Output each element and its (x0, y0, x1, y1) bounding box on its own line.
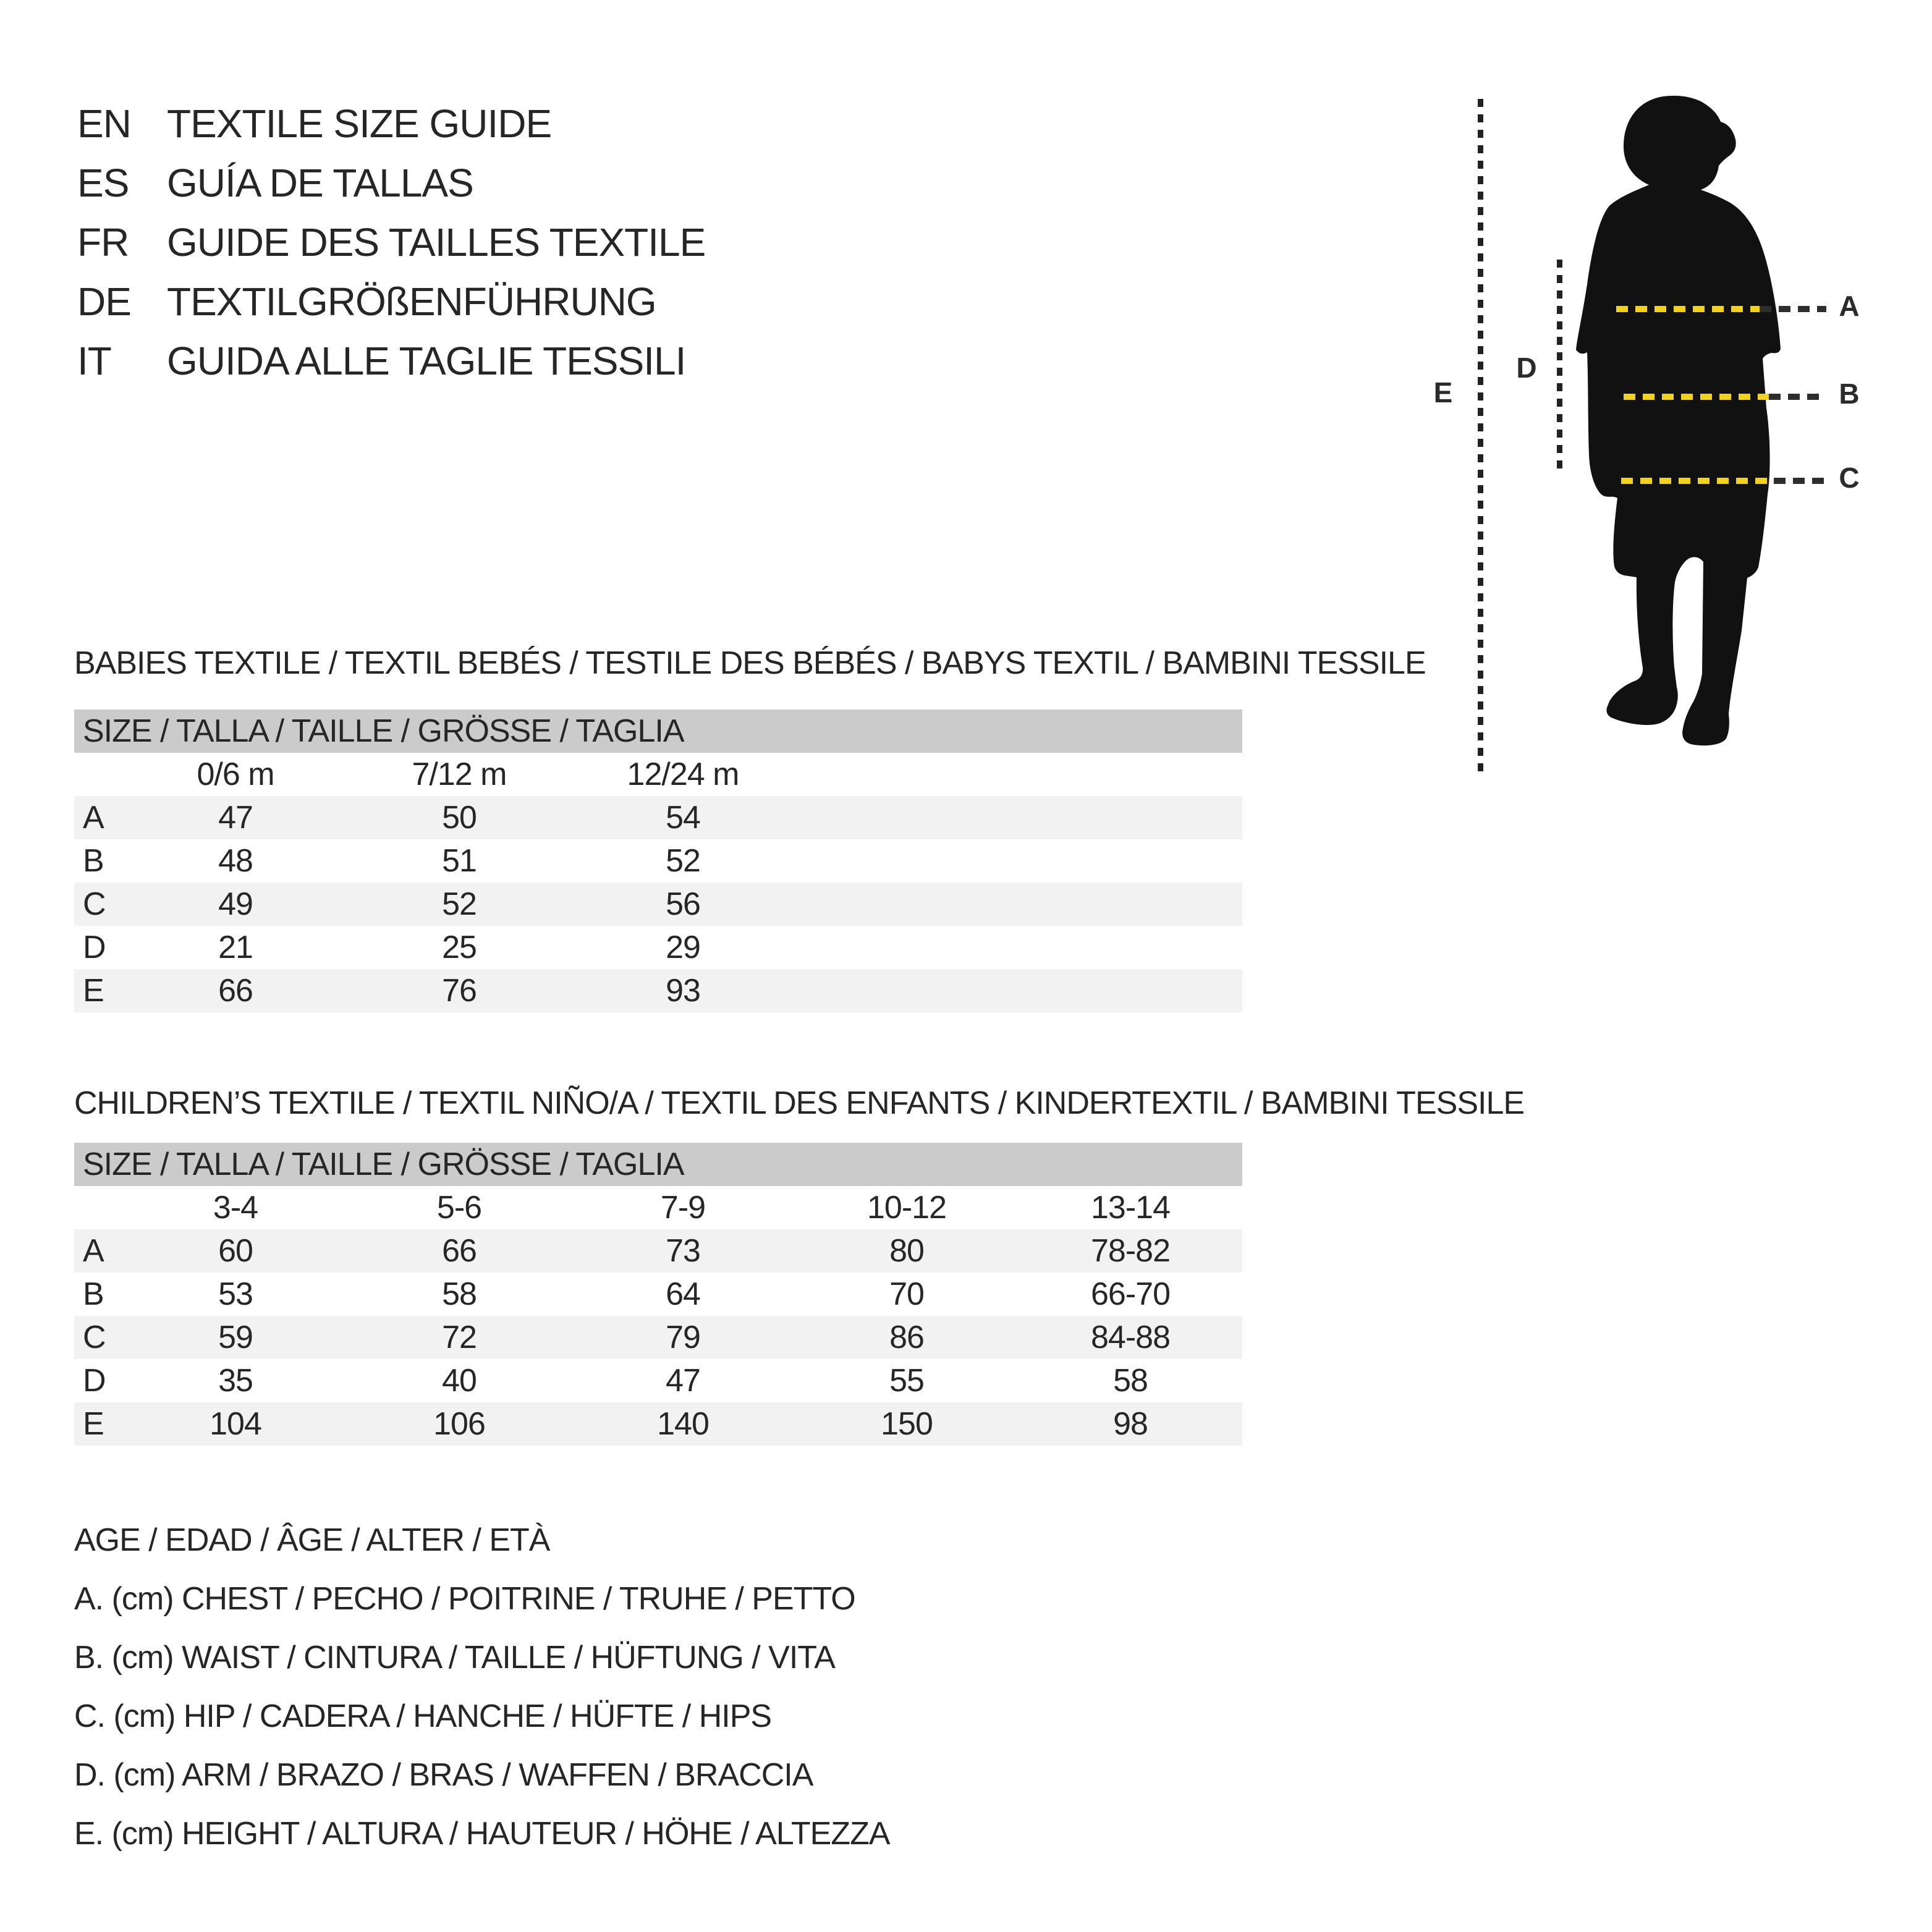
language-code: FR (77, 220, 129, 265)
measurement-legend (74, 1510, 890, 1863)
column-header: 0/6 m (197, 756, 274, 792)
children-section-title: CHILDREN’S TEXTILE / TEXTIL NIÑO/A / TEXTIL DES ENFANTS / KINDERTEXTIL / BAMBINI TESSILE (74, 1085, 1525, 1121)
row-label: B (83, 1276, 104, 1312)
table-cell: 104 (210, 1406, 261, 1442)
column-header: 3-4 (213, 1190, 258, 1226)
table-cell: 73 (666, 1233, 700, 1269)
babies-column-header-row (74, 753, 1242, 796)
table-cell: 98 (1113, 1406, 1148, 1442)
legend-line-chest: A. (cm) CHEST / PECHO / POITRINE / TRUHE / PETTO (74, 1580, 855, 1617)
row-label: E (83, 973, 104, 1009)
table-cell: 66 (218, 973, 253, 1009)
row-label: E (83, 1406, 104, 1442)
measure-label-a: A (1839, 290, 1860, 322)
children-column-header-row (74, 1186, 1242, 1229)
language-code: ES (77, 161, 129, 205)
language-header (77, 94, 705, 391)
row-label: C (83, 886, 106, 922)
table-row (74, 969, 1242, 1012)
babies-section-title: BABIES TEXTILE / TEXTIL BEBÉS / TESTILE DES BÉBÉS / BABYS TEXTIL / BAMBINI TESSILE (74, 645, 1426, 681)
table-cell: 47 (218, 800, 253, 836)
table-cell: 84-88 (1091, 1320, 1170, 1355)
legend-line-hip: C. (cm) HIP / CADERA / HANCHE / HÜFTE / HIPS (74, 1698, 772, 1734)
hip-measure-line-extension (1774, 478, 1828, 484)
measurement-diagram (1415, 87, 1932, 803)
row-label: C (83, 1320, 106, 1355)
row-label: B (83, 843, 104, 879)
table-cell: 72 (442, 1320, 477, 1355)
language-row (77, 331, 705, 391)
row-label: D (83, 1363, 106, 1399)
table-cell: 53 (218, 1276, 253, 1312)
table-cell: 29 (666, 930, 700, 965)
table-cell: 55 (889, 1363, 924, 1399)
language-row (77, 272, 705, 331)
children-size-table (74, 1143, 1242, 1446)
table-cell: 58 (1113, 1363, 1148, 1399)
height-measure-line (1478, 99, 1483, 776)
table-cell: 150 (881, 1406, 933, 1442)
table-cell: 48 (218, 843, 253, 879)
page-title: GUÍA DE TALLAS (167, 161, 473, 205)
table-cell: 140 (657, 1406, 709, 1442)
table-cell: 52 (442, 886, 477, 922)
table-cell: 51 (442, 843, 477, 879)
table-cell: 40 (442, 1363, 477, 1399)
legend-line-age: AGE / EDAD / ÂGE / ALTER / ETÀ (74, 1522, 550, 1558)
table-cell: 50 (442, 800, 477, 836)
table-cell: 54 (666, 800, 700, 836)
table-row (74, 839, 1242, 883)
table-cell: 59 (218, 1320, 253, 1355)
table-cell: 60 (218, 1233, 253, 1269)
row-label: A (83, 800, 104, 836)
table-cell: 70 (889, 1276, 924, 1312)
table-cell: 93 (666, 973, 700, 1009)
page-title: TEXTILGRÖßENFÜHRUNG (167, 279, 656, 324)
column-header: 7-9 (660, 1190, 706, 1226)
table-row (74, 1229, 1242, 1273)
page-title: GUIDA ALLE TAGLIE TESSILI (167, 339, 686, 383)
babies-size-table (74, 710, 1242, 1012)
table-row (74, 796, 1242, 839)
row-label: D (83, 930, 106, 965)
table-row (74, 926, 1242, 969)
page-title: GUIDE DES TAILLES TEXTILE (167, 220, 706, 265)
child-silhouette (1545, 87, 1829, 797)
chest-measure-line-extension (1760, 306, 1826, 312)
measure-label-c: C (1839, 462, 1860, 494)
table-cell: 80 (889, 1233, 924, 1269)
table-cell: 64 (666, 1276, 700, 1312)
table-cell: 56 (666, 886, 700, 922)
table-row (74, 1273, 1242, 1316)
column-header: 10-12 (867, 1190, 946, 1226)
table-row (74, 883, 1242, 926)
waist-measure-line-extension (1769, 394, 1826, 400)
language-row (77, 213, 705, 272)
table-cell: 86 (889, 1320, 924, 1355)
measure-label-b: B (1839, 378, 1860, 410)
table-cell: 106 (433, 1406, 485, 1442)
column-header: 13-14 (1091, 1190, 1170, 1226)
language-row (77, 153, 705, 213)
babies-size-header-bar: SIZE / TALLA / TAILLE / GRÖSSE / TAGLIA (74, 710, 1242, 753)
table-row (74, 1316, 1242, 1359)
column-header: 12/24 m (627, 756, 739, 792)
table-cell: 35 (218, 1363, 253, 1399)
measure-label-d: D (1516, 352, 1537, 384)
row-label: A (83, 1233, 104, 1269)
table-cell: 47 (666, 1363, 700, 1399)
legend-line-arm: D. (cm) ARM / BRAZO / BRAS / WAFFEN / BRACCIA (74, 1756, 813, 1793)
language-row (77, 94, 705, 153)
table-cell: 49 (218, 886, 253, 922)
hip-measure-line (1621, 478, 1774, 484)
page-title: TEXTILE SIZE GUIDE (167, 101, 552, 146)
chest-measure-line (1616, 306, 1760, 312)
table-cell: 25 (442, 930, 477, 965)
waist-measure-line (1624, 394, 1769, 400)
table-cell: 79 (666, 1320, 700, 1355)
table-row (74, 1359, 1242, 1402)
table-cell: 21 (218, 930, 253, 965)
column-header: 5-6 (436, 1190, 482, 1226)
language-code: IT (77, 339, 111, 383)
children-size-header-bar: SIZE / TALLA / TAILLE / GRÖSSE / TAGLIA (74, 1143, 1242, 1186)
legend-line-height: E. (cm) HEIGHT / ALTURA / HAUTEUR / HÖHE / ALTEZZA (74, 1815, 890, 1852)
table-cell: 52 (666, 843, 700, 879)
table-cell: 78-82 (1091, 1233, 1170, 1269)
table-cell: 66 (442, 1233, 477, 1269)
column-header: 7/12 m (412, 756, 507, 792)
table-cell: 76 (442, 973, 477, 1009)
measure-label-e: E (1433, 376, 1453, 409)
legend-line-waist: B. (cm) WAIST / CINTURA / TAILLE / HÜFTUNG / VITA (74, 1639, 835, 1676)
table-row (74, 1402, 1242, 1446)
table-cell: 58 (442, 1276, 477, 1312)
language-code: EN (77, 101, 131, 146)
table-cell: 66-70 (1091, 1276, 1170, 1312)
language-code: DE (77, 279, 131, 324)
